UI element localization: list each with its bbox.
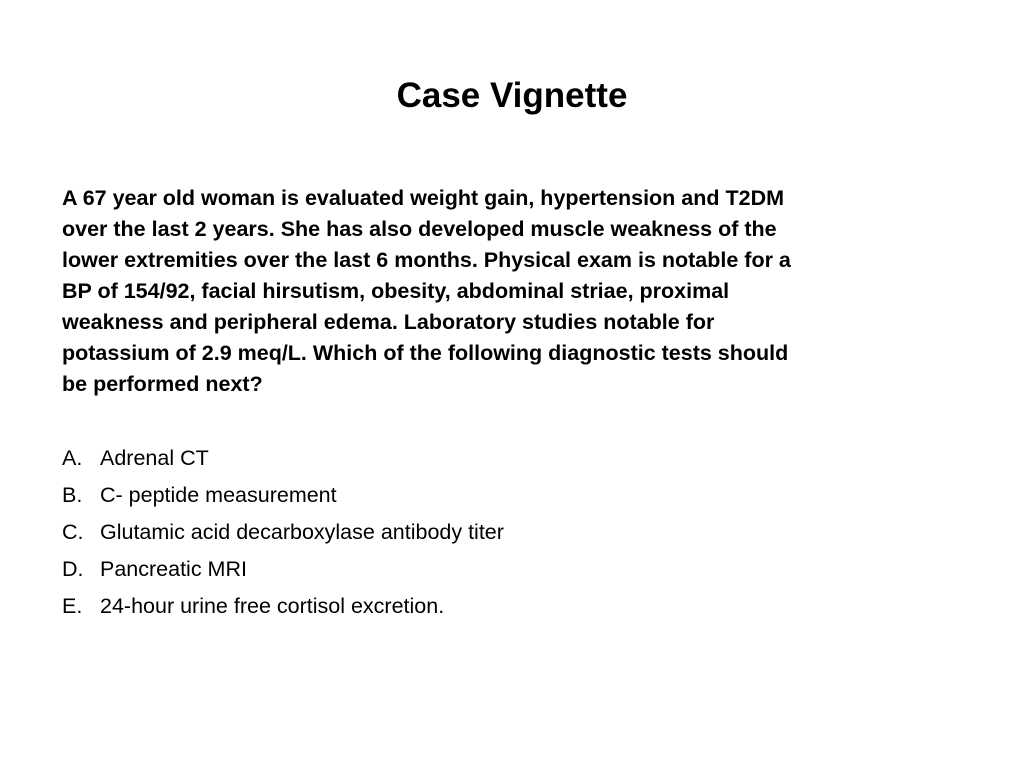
option-text: 24-hour urine free cortisol excretion. [100,594,445,618]
answer-options-list [62,442,962,627]
vignette-line: be performed next? [62,372,263,396]
option-text: Glutamic acid decarboxylase antibody titer [100,520,504,544]
option-text: Pancreatic MRI [100,557,247,581]
vignette-line: lower extremities over the last 6 months. Physical exam is notable for a [62,248,791,272]
option-letter: E. [62,594,83,618]
answer-option-b [62,479,962,512]
vignette-line: BP of 154/92, facial hirsutism, obesity, abdominal striae, proximal [62,279,730,303]
answer-option-a [62,442,962,475]
slide-title: Case Vignette [396,76,628,115]
option-text: C- peptide measurement [100,483,337,507]
vignette-line: weakness and peripheral edema. Laboratory studies notable for [62,310,715,334]
option-letter: A. [62,446,83,470]
option-text: Adrenal CT [100,446,209,470]
option-letter: C. [62,520,84,544]
case-vignette-text [62,183,962,400]
vignette-line: A 67 year old woman is evaluated weight gain, hypertension and T2DM [62,186,785,210]
answer-option-e [62,590,962,623]
option-letter: B. [62,483,83,507]
vignette-line: potassium of 2.9 meq/L. Which of the following diagnostic tests should [62,341,789,365]
answer-option-c [62,516,962,549]
vignette-line: over the last 2 years. She has also developed muscle weakness of the [62,217,777,241]
option-letter: D. [62,557,84,581]
answer-option-d [62,553,962,586]
